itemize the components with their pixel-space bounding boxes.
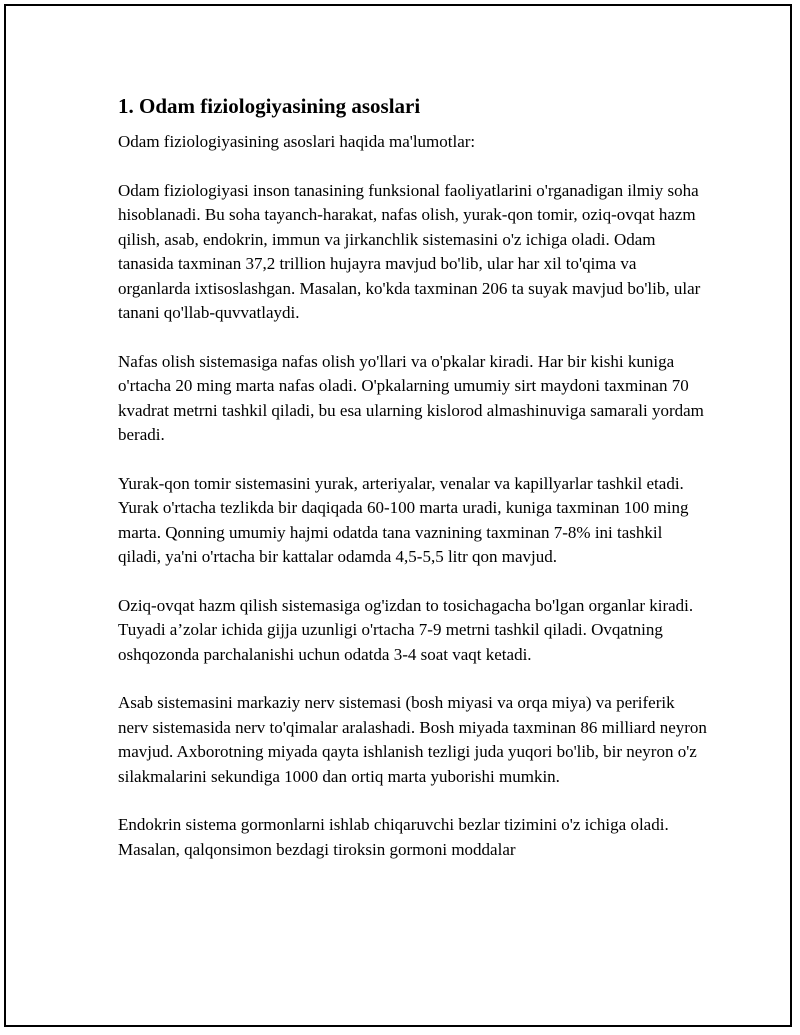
- paragraph-nervous: Asab sistemasini markaziy nerv sistemasi (bosh miyasi va orqa miya) va periferik nerv sistemasida nerv to'qimalar aralashadi. Bosh miyada taxminan 86 milliard neyron mavjud. Axborotning miyada qayta ishlanish tezligi juda yuqori bo'lib, bir neyron o'z silakmalarini sekundiga 1000 dan ortiq marta yuborishi mumkin.: [118, 693, 707, 786]
- paragraph-digestive: Oziq-ovqat hazm qilish sistemasiga og'izdan to tosichagacha bo'lgan organlar kiradi. Tuyadi a’zolar ichida gijja uzunligi o'rtacha 7-9 metrni tashkil qiladi. Ovqatning oshqozonda parchalanishi uchun odatda 3-4 soat vaqt ketadi.: [118, 595, 694, 664]
- document-title: 1. Odam fiziologiyasining asoslari: [118, 94, 421, 118]
- document-body: [118, 92, 708, 886]
- intro-line: Odam fiziologiyasining asoslari haqida ma'lumotlar:: [118, 132, 476, 151]
- paragraph-general: Odam fiziologiyasi inson tanasining funksional faoliyatlarini o'rganadigan ilmiy soha hisoblanadi. Bu soha tayanch-harakat, nafas olish, yurak-qon tomir, oziq-ovqat hazm qilish, asab, endokrin, immun va jirkanchlik sistemasini o'z ichiga oladi. Odam tanasida taxminan 37,2 trillion hujayra mavjud bo'lib, ular har xil to'qima va organlarda ixtisoslashgan. Masalan, ko'kda taxminan 206 ta suyak mavjud bo'lib, ular tanani qo'llab-quvvatlaydi.: [118, 180, 701, 322]
- paragraph-cardiovascular: Yurak-qon tomir sistemasini yurak, arteriyalar, venalar va kapillyarlar tashkil etadi. Yurak o'rtacha tezlikda bir daqiqada 60-100 marta uradi, kuniga taxminan 100 ming marta. Qonning umumiy hajmi odatda tana vaznining taxminan 7-8% ini tashkil qiladi, ya'ni o'rtacha bir kattalar odamda 4,5-5,5 litr qon mavjud.: [118, 473, 689, 566]
- paragraph-endocrine: Endokrin sistema gormonlarni ishlab chiqaruvchi bezlar tizimini o'z ichiga oladi. Masalan, qalqonsimon bezdagi tiroksin gormoni moddalar: [118, 815, 669, 859]
- paragraph-respiratory: Nafas olish sistemasiga nafas olish yo'llari va o'pkalar kiradi. Har bir kishi kuniga o'rtacha 20 ming marta nafas oladi. O'pkalarning umumiy sirt maydoni taxminan 70 kvadrat metrni tashkil qiladi, bu esa ularning kislorod almashinuviga samarali yordam beradi.: [118, 351, 704, 444]
